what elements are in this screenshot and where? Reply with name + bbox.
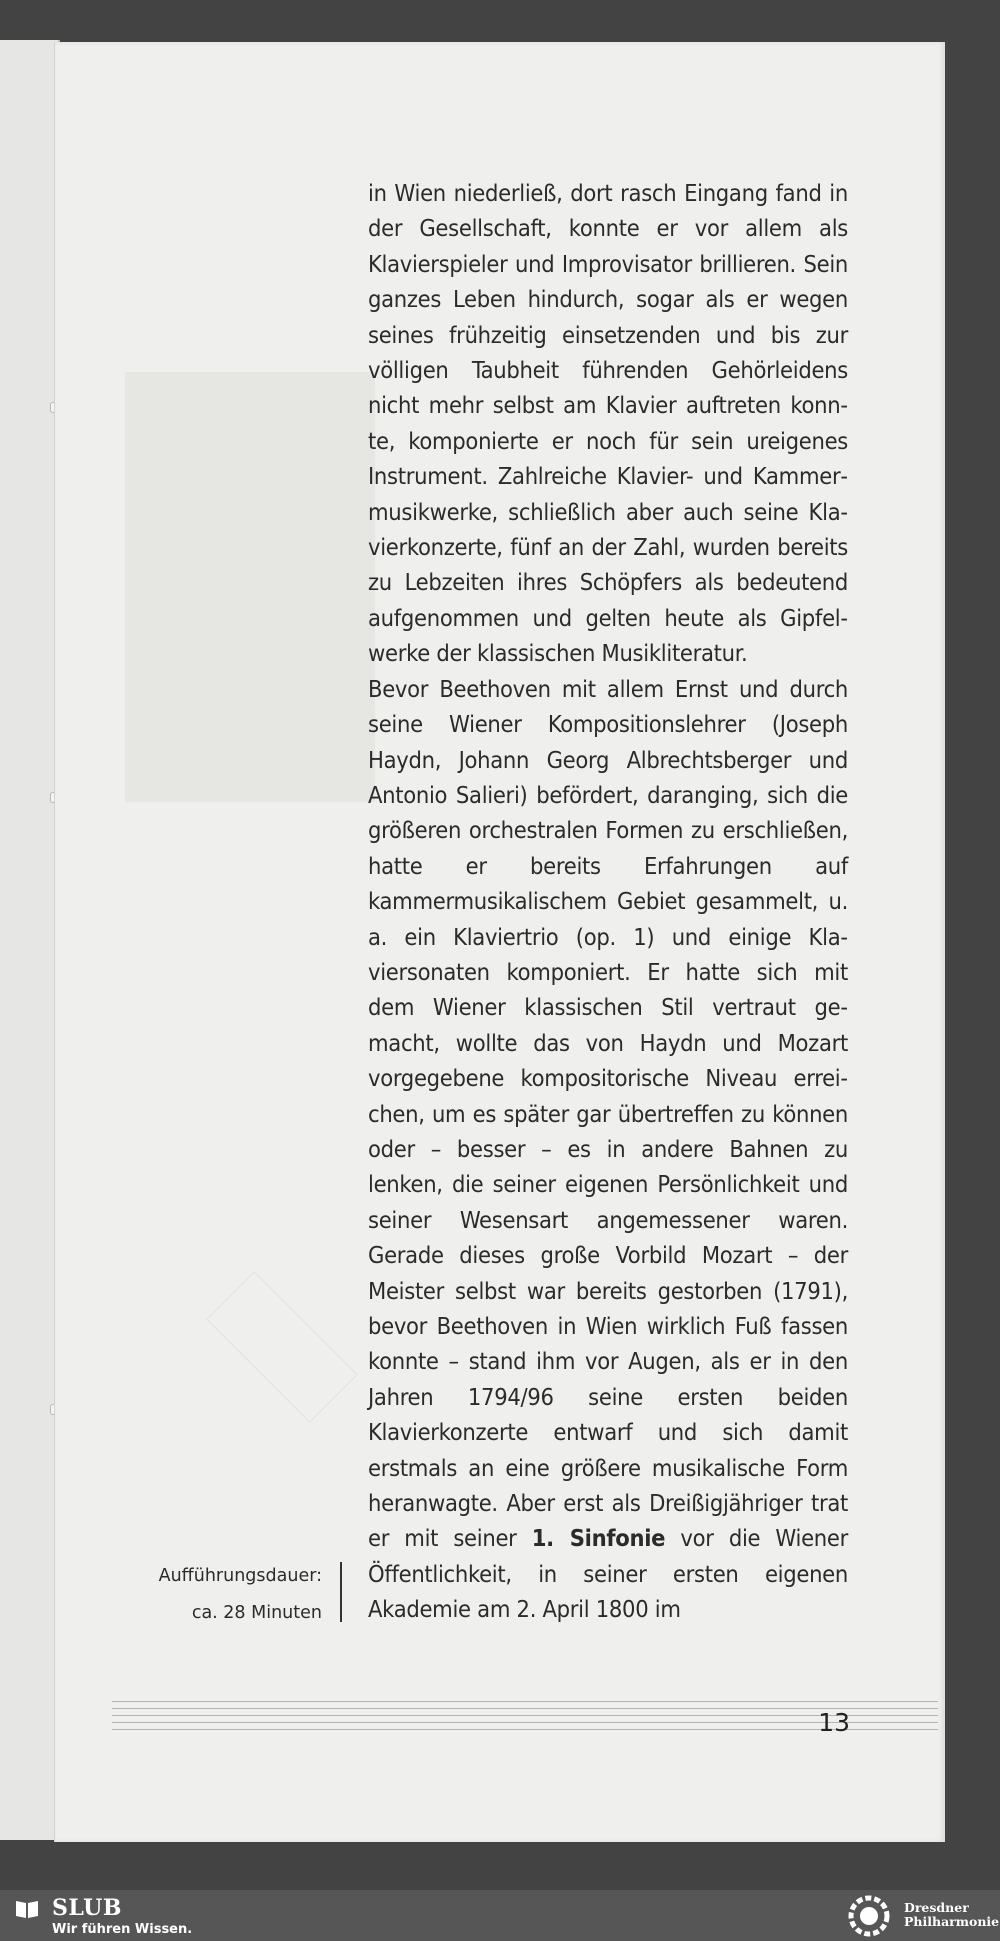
viewer-footer	[0, 1890, 1000, 1941]
orchestra-name-line2: Philharmonie	[904, 1914, 1000, 1929]
orchestra-name	[904, 1901, 999, 1929]
margin-divider	[340, 1562, 342, 1622]
page-number: 13	[818, 1708, 850, 1737]
orchestra-name-line1: Dresdner	[904, 1900, 969, 1915]
paragraph	[368, 672, 848, 1628]
duration-value: ca. 28 Minuten	[191, 1603, 322, 1623]
facing-page-edge	[0, 40, 60, 1840]
main-text	[368, 176, 848, 1628]
paragraph-text: vor die Wiener Öffentlichkeit, in seiner ersten eigenen Akademie am 2. April 1800 im	[368, 1524, 849, 1624]
paragraph: in Wien niederließ, dort rasch Eingang fand in der Gesellschaft, konnte er vor allem als Klavierspieler und Improvisator brillieren. Sein ganzes Leben hindurch, sogar als er wegen seines frühzeitig einsetzenden und bis zur völligen Taubheit führenden Gehörleidens nicht mehr selbst am Klavier auftreten konnte, komponierte er noch für sein ureigenes Instrument. Zahlreiche Klavier- und Kammermusikwerke, schließlich aber auch seine Klavierkonzerte, fünf an der Zahl, wurden bereits zu Lebzeiten ihres Schöpfers als bedeutend aufgenommen und gelten heute als Gipfelwerke der klassischen Musikliteratur.	[368, 179, 848, 668]
orchestra-logo-icon	[843, 1894, 895, 1938]
book-icon	[14, 1898, 40, 1920]
paragraph-text: Bevor Beethoven mit allem Ernst und durch seine Wiener Kompositionslehrer (Joseph Haydn, Johann Georg Albrechtsberger und Antonio Salieri) befördert, daranging, sich die größeren orchestralen Formen zu erschließen, hatte er bereits Erfahrungen auf kammermusikalischem Gebiet gesammelt, u. a. ein Klaviertrio (op. 1) und einige Klaviersonaten komponiert. Er hatte sich mit dem Wiener klassischen Stil vertraut gemacht, wollte das von Haydn und Mozart vorgegebene kompositorische Niveau erreichen, um es später gar übertreffen zu können oder – besser – es in andere Bahnen zu lenken, die seiner eigenen Persönlichkeit und seiner Wesensart angemessener waren. Gerade dieses große Vorbild Mozart – der Meister selbst war bereits gestorben (1791), bevor Beethoven in Wien wirklich Fuß fassen konnte – stand ihm vor Augen, als er in den Jahren 1794/96 seine ersten beiden Klavierkonzerte entwarf und sich damit erstmals an eine größere musikalische Form heranwagte. Aber erst als Dreißigjähriger trat er mit seiner	[368, 674, 848, 1553]
bleed-through-image	[125, 372, 375, 802]
duration-label: Aufführungsdauer:	[158, 1566, 322, 1586]
library-tagline: Wir führen Wissen.	[52, 1922, 193, 1937]
library-name: SLUB	[52, 1895, 122, 1921]
margin-note	[140, 1558, 322, 1632]
symphony-title: 1. Sinfonie	[531, 1524, 666, 1553]
